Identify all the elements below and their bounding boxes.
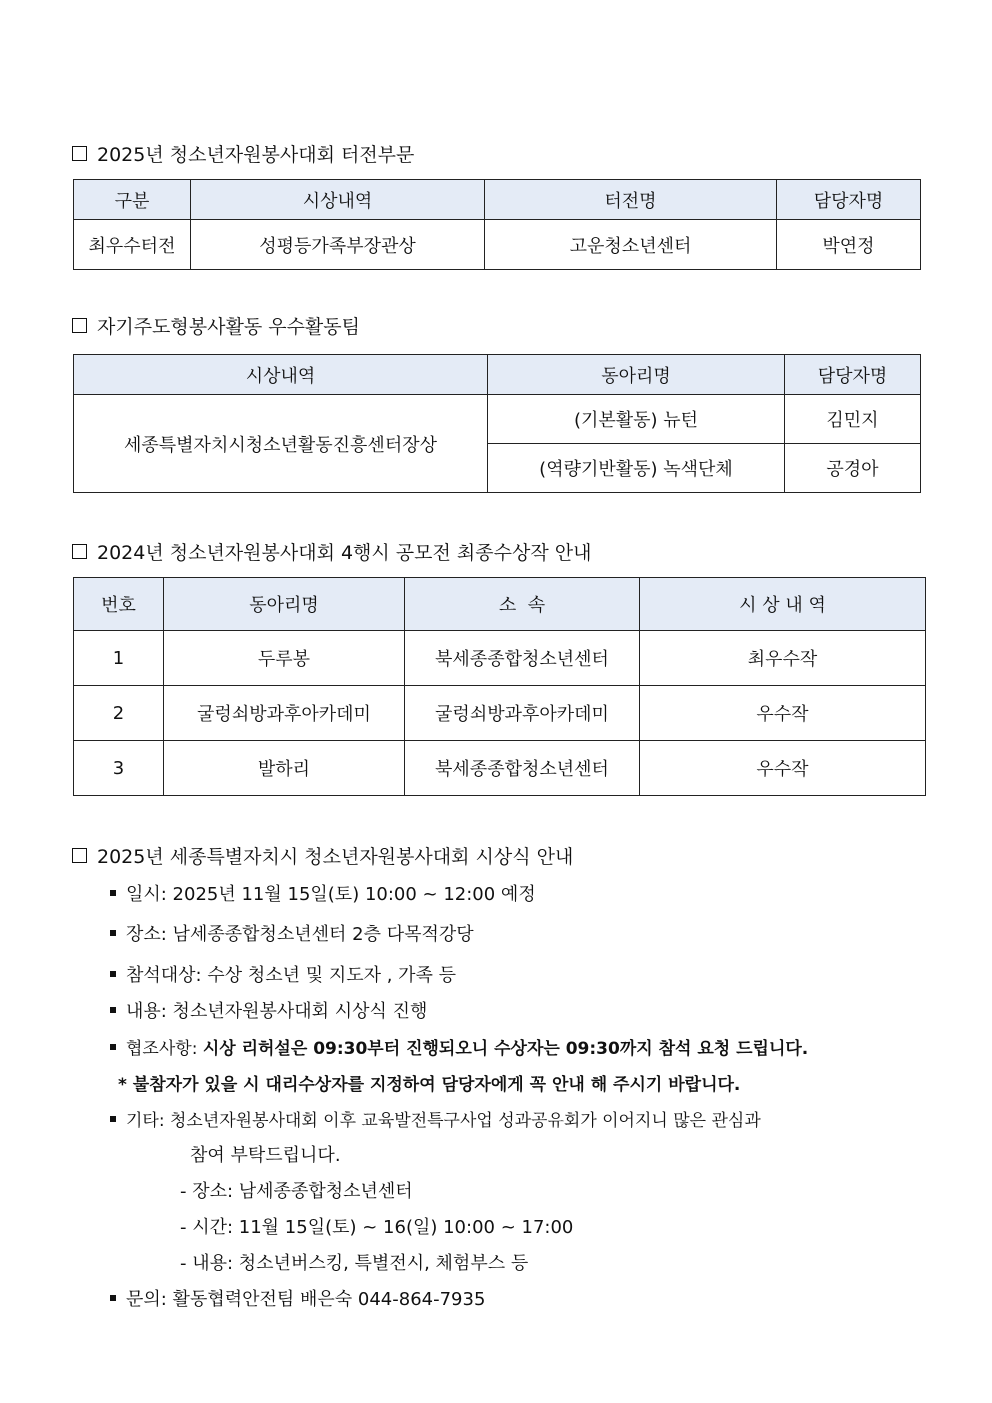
- cell-number: 2: [74, 686, 164, 741]
- bullet-icon: [110, 1007, 116, 1013]
- cell-center: 고운청소년센터: [485, 220, 777, 270]
- list-item-etc: 기타: 청소년자원봉사대회 이후 교육발전특구사업 성과공유회가 이어지니 많은 관심과: [110, 1106, 761, 1131]
- cell-award: 성평등가족부장관상: [191, 220, 485, 270]
- sub-item-place: - 장소: 남세종종합청소년센터: [180, 1181, 413, 1202]
- bullet-icon: [110, 971, 116, 977]
- header-award: 시상내역: [74, 355, 488, 395]
- header-award: 시상내역: [191, 180, 485, 220]
- sub-item-time: - 시간: 11월 15일(토) ~ 16(일) 10:00 ~ 17:00: [180, 1217, 574, 1238]
- section2-title-text: 자기주도형봉사활동 우수활동팀: [97, 316, 360, 338]
- header-affiliation: 소 속: [405, 578, 640, 631]
- cell-award: 우수작: [640, 741, 926, 796]
- cell-manager: 박연정: [777, 220, 921, 270]
- header-center: 터전명: [485, 180, 777, 220]
- note-line: * 불참자가 있을 시 대리수상자를 지정하여 담당자에게 꼭 안내 해 주시기 바랍니다.: [118, 1075, 741, 1095]
- bullet-icon: [110, 1295, 116, 1301]
- list-item-contact: 문의: 활동협력안전팀 배은숙 044-864-7935: [110, 1285, 485, 1311]
- header-number: 번호: [74, 578, 164, 631]
- cell-affiliation: 굴렁쇠방과후아카데미: [405, 686, 640, 741]
- cell-affiliation: 북세종종합청소년센터: [405, 631, 640, 686]
- cell-category: 최우수터전: [74, 220, 191, 270]
- list-item-attendees: 참석대상: 수상 청소년 및 지도자 , 가족 등: [110, 961, 456, 987]
- bullet-icon: [110, 930, 116, 936]
- section3-title-text: 2024년 청소년자원봉사대회 4행시 공모전 최종수상작 안내: [97, 542, 592, 564]
- table-row: [74, 395, 921, 444]
- cell-club: 두루봉: [164, 631, 405, 686]
- section1-title-text: 2025년 청소년자원봉사대회 터전부문: [97, 144, 415, 166]
- checkbox-square-icon: [72, 848, 87, 863]
- cell-award: 최우수작: [640, 631, 926, 686]
- table-row: [74, 741, 926, 796]
- bullet-icon: [110, 1044, 116, 1050]
- etc-continuation: 참여 부탁드립니다.: [190, 1145, 341, 1166]
- cell-number: 1: [74, 631, 164, 686]
- header-manager: 담당자명: [777, 180, 921, 220]
- section4-title-text: 2025년 세종특별자치시 청소년자원봉사대회 시상식 안내: [97, 846, 574, 868]
- cell-affiliation: 북세종종합청소년센터: [405, 741, 640, 796]
- table-row: [74, 631, 926, 686]
- cell-club: 발하리: [164, 741, 405, 796]
- bullet-icon: [110, 1116, 116, 1122]
- list-item-content: 내용: 청소년자원봉사대회 시상식 진행: [110, 997, 427, 1023]
- list-item-date: 일시: 2025년 11월 15일(토) 10:00 ~ 12:00 예정: [110, 880, 536, 906]
- bullet-icon: [110, 890, 116, 896]
- checkbox-square-icon: [72, 544, 87, 559]
- cell-club: (기본활동) 뉴턴: [488, 395, 785, 444]
- list-item-cooperation: 협조사항: 시상 리허설은 09:30부터 진행되오니 수상자는 09:30까지 참석 요청 드립니다.: [110, 1034, 808, 1059]
- section4-title: [72, 842, 573, 869]
- cell-number: 3: [74, 741, 164, 796]
- checkbox-square-icon: [72, 318, 87, 333]
- table-row: [74, 220, 921, 270]
- section3-table: [73, 577, 926, 796]
- cell-manager: 공경아: [785, 444, 921, 493]
- header-club: 동아리명: [488, 355, 785, 395]
- cell-club: 굴렁쇠방과후아카데미: [164, 686, 405, 741]
- list-item-place: 장소: 남세종종합청소년센터 2층 다목적강당: [110, 920, 474, 946]
- section2-table: [73, 354, 921, 493]
- section3-title: [72, 538, 591, 565]
- header-manager: 담당자명: [785, 355, 921, 395]
- header-club: 동아리명: [164, 578, 405, 631]
- section1-table: [73, 179, 921, 270]
- section2-title: [72, 312, 360, 339]
- cell-manager: 김민지: [785, 395, 921, 444]
- cooperation-text: 시상 리허설은 09:30부터 진행되오니 수상자는 09:30까지 참석 요청 드립니다.: [202, 1039, 809, 1059]
- cell-award: 세종특별자치시청소년활동진흥센터장상: [74, 395, 488, 493]
- header-category: 구분: [74, 180, 191, 220]
- table-row: [74, 686, 926, 741]
- cell-club: (역량기반활동) 녹색단체: [488, 444, 785, 493]
- section1-title: [72, 140, 414, 167]
- checkbox-square-icon: [72, 146, 87, 161]
- sub-item-content: - 내용: 청소년버스킹, 특별전시, 체험부스 등: [180, 1253, 529, 1274]
- header-award: 시 상 내 역: [640, 578, 926, 631]
- cell-award: 우수작: [640, 686, 926, 741]
